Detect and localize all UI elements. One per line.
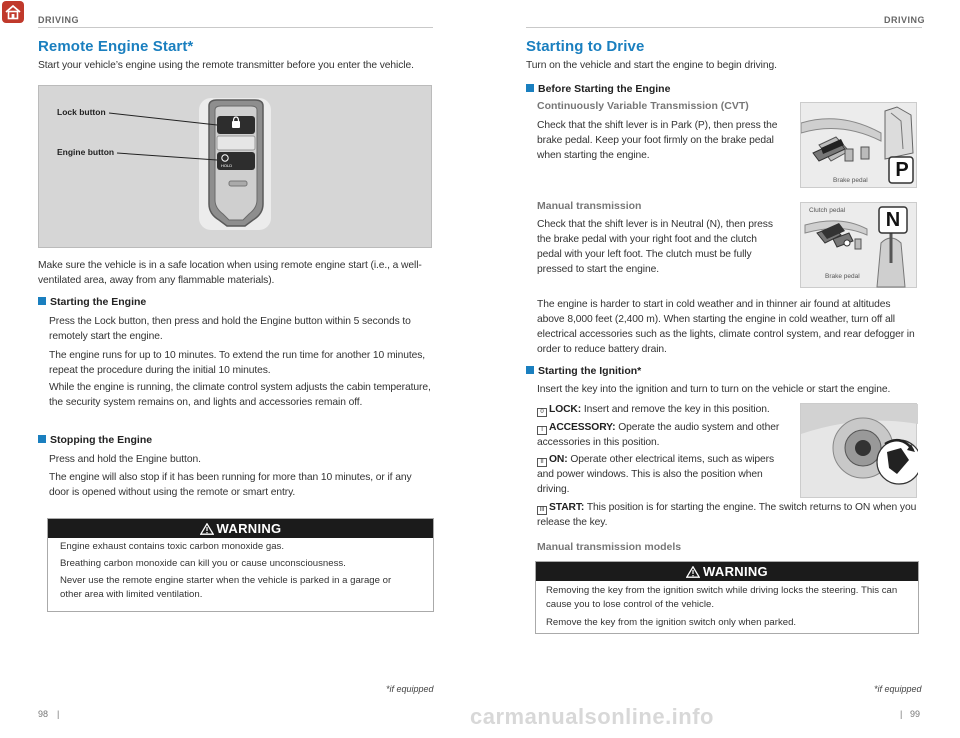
page-sep-left: |: [57, 709, 60, 719]
bullet-square: [38, 435, 46, 443]
heading-stopping-engine-text: Stopping the Engine: [50, 434, 153, 446]
cvt-figure: [800, 102, 917, 188]
warning-box-left: [47, 518, 434, 612]
warning-triangle-icon: [200, 523, 214, 535]
running-head-right: DRIVING: [884, 15, 926, 25]
bullet-square: [38, 297, 46, 305]
mt-neutral-letter: N: [885, 209, 901, 231]
key-fob-figure: [38, 85, 432, 248]
ignition-start: [537, 500, 917, 530]
mt-models-label: Manual transmission models: [537, 541, 682, 553]
page-number-right: 99: [910, 709, 921, 719]
heading-starting-ignition: [526, 365, 641, 377]
accessory-text: Operate the audio system and other accessories in this position.: [537, 422, 780, 448]
page-sep-right: |: [900, 709, 903, 719]
ignition-on: [537, 452, 787, 497]
cvt-park-letter: P: [895, 159, 909, 181]
warning-right-l1: Removing the key from the ignition switch while driving locks the steering. This can cause you to lose control of the vehicle.: [546, 585, 898, 610]
warning-title-left: WARNING: [216, 521, 282, 536]
stopping-p1: Press and hold the Engine button.: [49, 454, 201, 465]
warning-box-right: [535, 561, 919, 634]
warning-left-l2: Breathing carbon monoxide can kill you or cause unconsciousness.: [60, 558, 346, 569]
home-icon: [2, 1, 24, 23]
mt-subtitle: Manual transmission: [537, 200, 642, 212]
home-button[interactable]: [2, 1, 24, 23]
on-label: ON:: [549, 454, 568, 465]
bullet-square: [526, 84, 534, 92]
safety-paragraph: Make sure the vehicle is in a safe location when using remote engine start (i.e., a well-ventilated area, away from any flammable materials).: [38, 260, 422, 286]
starting-p3: While the engine is running, the climate control system adjusts the cabin temperature, the security system remains on, and lights and accessories remain off.: [49, 382, 431, 408]
warning-left-l1: Engine exhaust contains toxic carbon monoxide gas.: [60, 541, 284, 552]
lock-position-icon: 0: [537, 408, 547, 417]
ignition-key-illustration: [801, 404, 918, 499]
lock-text: Insert and remove the key in this position.: [581, 404, 770, 415]
ignition-figure: [800, 403, 917, 498]
running-head-left: DRIVING: [38, 15, 80, 25]
heading-before-starting: [526, 83, 670, 95]
warning-triangle-icon: [686, 566, 700, 578]
lock-label: LOCK:: [549, 404, 582, 415]
intro-starting-drive: Turn on the vehicle and start the engine to begin driving.: [526, 60, 777, 71]
ignition-intro: Insert the key into the ignition and turn to turn on the vehicle or start the engine.: [537, 384, 891, 395]
ignition-lock: [537, 402, 787, 417]
engine-button-label: Engine button: [57, 147, 115, 157]
warning-header-left: [48, 519, 433, 538]
bullet-square: [526, 366, 534, 374]
heading-starting-ignition-text: Starting the Ignition*: [538, 365, 642, 377]
section-title-starting-drive: Starting to Drive: [526, 38, 645, 55]
intro-remote-start: Start your vehicle’s engine using the remote transmitter before you enter the vehicle.: [38, 60, 414, 71]
ignition-accessory: [537, 420, 787, 450]
on-text: Operate other electrical items, such as wipers and power windows. This is also the position when driving.: [537, 454, 775, 495]
mt-clutch-label: Clutch pedal: [809, 207, 846, 214]
lock-button-label: Lock button: [57, 107, 106, 117]
mt-figure: [800, 202, 917, 288]
fob-hold-text: HOLD: [221, 163, 233, 168]
section-title-remote-start: Remote Engine Start*: [38, 38, 194, 55]
warning-title-right: WARNING: [703, 564, 768, 579]
mt-paragraph: Check that the shift lever is in Neutral (N), then press the brake pedal with your right foot and the clutch pedal with your left foot. The clutch must be fully pressed to start the engine.: [537, 219, 773, 275]
start-position-icon: III: [537, 506, 547, 515]
header-rule-left: [38, 27, 433, 28]
cold-weather-paragraph: The engine is harder to start in cold weather and in thinner air found at altitudes above 8,000 feet (2,400 m). When starting the engine in cold weather, turn off all electrical accessories such as the lights, climate control system, and rear defogger in order to reduce battery drain.: [537, 299, 915, 355]
stopping-p2: The engine will also stop if it has been running for more than 10 minutes, or if any door is opened without using the remote or smart entry.: [49, 472, 412, 498]
cvt-subtitle: Continuously Variable Transmission (CVT): [537, 100, 749, 112]
footnote-left: *if equipped: [386, 684, 434, 694]
mt-brake-label: Brake pedal: [825, 273, 860, 280]
warning-right-l2: Remove the key from the ignition switch only when parked.: [546, 617, 797, 628]
on-position-icon: II: [537, 458, 547, 467]
cvt-brake-label: Brake pedal: [833, 177, 868, 184]
accessory-label: ACCESSORY:: [549, 422, 616, 433]
starting-p1: Press the Lock button, then press and hold the Engine button within 5 seconds to remotely start the engine.: [49, 316, 411, 342]
watermark: carmanualsonline.info: [470, 704, 714, 729]
footnote-right: *if equipped: [874, 684, 922, 694]
heading-before-starting-text: Before Starting the Engine: [538, 83, 671, 95]
cvt-paragraph: Check that the shift lever is in Park (P), then press the brake pedal. Keep your foot firmly on the brake pedal when starting the engine.: [537, 120, 778, 161]
warning-header-right: [536, 562, 918, 581]
heading-starting-engine-text: Starting the Engine: [50, 296, 147, 308]
start-label: START:: [549, 502, 585, 513]
header-rule-right: [526, 27, 922, 28]
accessory-position-icon: I: [537, 426, 547, 435]
page-number-left: 98: [38, 709, 49, 719]
starting-p2: The engine runs for up to 10 minutes. To extend the run time for another 10 minutes, repeat the procedure during the initial 10 minutes.: [49, 350, 426, 376]
warning-left-l3: Never use the remote engine starter when the vehicle is parked in a garage or other area with limited ventilation.: [60, 575, 392, 600]
heading-stopping-engine: [38, 434, 152, 446]
start-text: This position is for starting the engine. The switch returns to ON when you release the key.: [537, 502, 917, 528]
heading-starting-engine: [38, 296, 146, 308]
